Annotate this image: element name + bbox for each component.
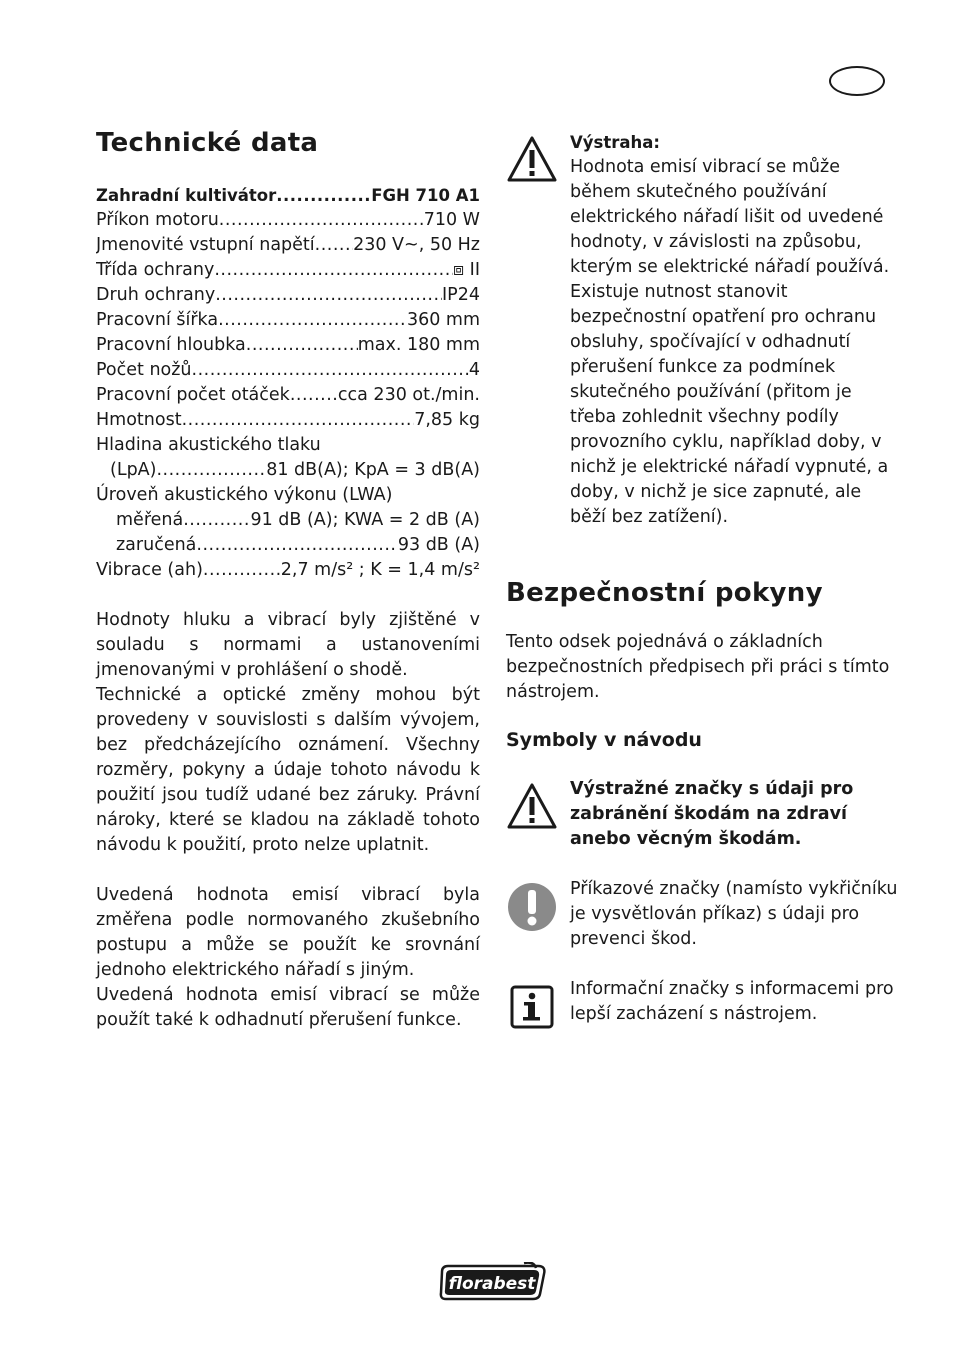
warning-text: Hodnota emisí vibrací se může během skutečného používání elektrického nářadí lišit od uvedené hodnoty, v závislosti na způsobu, kterým se elektrické nářadí používá. Existuje nutnost stanovit bezpečnostní opatření pro ochranu obsluhy, spočívající v odhadnutí přerušení funkce za podmínek skutečného používání (přitom je třeba zohlednit všechny podíly provozního cyklu, například doby, v nichž je elektrické nářadí vypnuté, a doby, v nichž je sice zapnuté, ale běží bez zatížení). xyxy=(570,157,890,527)
paragraph-vibration-1: Uvedená hodnota emisí vibrací byla změřena podle normovaného zkušebního postupu a může se použít ke srovnání jednoho elektrického nářadí s jiným. xyxy=(96,885,480,980)
spec-value: max. 180 mm xyxy=(357,335,480,355)
spec-value: 91 dB (A); KWA = 2 dB (A) xyxy=(250,510,480,530)
svg-text:florabest: florabest xyxy=(448,1274,536,1294)
spec-label: Vibrace (ah) xyxy=(96,560,203,580)
spec-row xyxy=(96,183,480,208)
spec-label: měřená xyxy=(116,510,184,530)
warning-triangle-icon xyxy=(506,781,558,831)
spec-value: 710 W xyxy=(423,210,480,230)
symbol-warning xyxy=(506,777,898,852)
spec-leader xyxy=(203,558,281,583)
safety-title: Bezpečnostní pokyny xyxy=(506,578,823,608)
spec-row xyxy=(96,458,480,483)
spec-leader xyxy=(290,383,338,408)
spec-label: Jmenovité vstupní napětí xyxy=(96,235,315,255)
spec-label: (LpA) xyxy=(110,460,157,480)
exclamation-circle-icon xyxy=(506,881,558,931)
spec-list xyxy=(96,183,480,583)
spec-value: 360 mm xyxy=(406,310,480,330)
spec-value: 93 dB (A) xyxy=(397,535,480,555)
spec-value: 230 V~, 50 Hz xyxy=(353,235,480,255)
spec-value: cca 230 ot./min. xyxy=(337,385,480,405)
spec-leader xyxy=(192,358,469,383)
spec-leader xyxy=(214,258,453,283)
spec-label: Pracovní počet otáček xyxy=(96,385,290,405)
symbol-warning-text: Výstražné značky s údaji pro zabránění škodám na zdraví anebo věcným škodám. xyxy=(570,779,854,849)
spec-label: Počet nožů xyxy=(96,360,192,380)
spec-row xyxy=(96,283,480,308)
spec-row xyxy=(96,258,480,283)
spec-row xyxy=(96,333,480,358)
spec-row xyxy=(96,433,480,458)
spec-value: 81 dB(A); KpA = 3 dB(A) xyxy=(266,460,480,480)
spec-row xyxy=(96,533,480,558)
spec-value: 2,7 m/s² ; K = 1,4 m/s² xyxy=(280,560,480,580)
symbols-subtitle: Symboly v návodu xyxy=(506,729,702,751)
spec-label: Příkon motoru xyxy=(96,210,219,230)
spec-value: 7,85 kg xyxy=(414,410,480,430)
safety-intro: Tento odsek pojednává o základních bezpečnostních předpisech při práci s tímto nástrojem. xyxy=(506,632,890,702)
symbol-info xyxy=(506,977,898,1027)
warning-triangle-icon xyxy=(506,134,558,184)
spec-value: 4 xyxy=(468,360,480,380)
warning-title: Výstraha: xyxy=(570,133,660,152)
spec-leader xyxy=(218,308,407,333)
spec-value: FGH 710 A1 xyxy=(371,186,480,205)
spec-row xyxy=(96,558,480,583)
spec-label: Úroveň akustického výkonu (LWA) xyxy=(96,485,393,505)
spec-leader xyxy=(156,458,266,483)
spec-row xyxy=(96,308,480,333)
symbol-info-text: Informační značky s informacemi pro lepší zacházení s nástrojem. xyxy=(570,979,894,1024)
paragraph-changes: Technické a optické změny mohou být provedeny v souvislosti s dalším vývojem, bez předcházejícího oznámení. Všechny rozměry, pokyny a údaje tohoto návodu k použití jsou tudíž udané bez záruky. Právní nároky, které se kladou na základě tohoto návodu k použití, proto nelze uplatnit. xyxy=(96,685,480,855)
spec-label: Hladina akustického tlaku xyxy=(96,435,321,455)
right-column xyxy=(506,130,898,1027)
spec-leader xyxy=(276,183,371,208)
spec-row xyxy=(96,408,480,433)
symbol-mandatory-text: Příkazové značky (namísto vykřičníku je vysvětlován příkaz) s údaji pro prevenci škod. xyxy=(570,879,898,949)
paragraph-noise: Hodnoty hluku a vibrací byly zjištěné v souladu s normami a ustanoveními jmenovanými v prohlášení o shodě. xyxy=(96,610,480,680)
spec-leader xyxy=(182,408,415,433)
symbol-mandatory xyxy=(506,877,898,952)
language-badge xyxy=(829,66,885,96)
spec-leader xyxy=(196,533,397,558)
paragraph-vibration-2: Uvedená hodnota emisí vibrací se může použít také k odhadnutí přerušení funkce. xyxy=(96,985,480,1030)
spec-leader xyxy=(183,508,250,533)
spec-leader xyxy=(246,333,358,358)
spec-label: Pracovní šířka xyxy=(96,310,219,330)
left-column xyxy=(96,126,480,1033)
spec-label: Pracovní hloubka xyxy=(96,335,246,355)
info-square-icon xyxy=(506,981,558,1031)
spec-leader xyxy=(215,283,442,308)
spec-row xyxy=(96,483,480,508)
spec-leader xyxy=(315,233,353,258)
spec-label: Druh ochrany xyxy=(96,285,216,305)
spec-label: zaručená xyxy=(116,535,197,555)
florabest-logo xyxy=(438,1262,548,1302)
spec-row xyxy=(96,208,480,233)
warning-block xyxy=(506,130,898,530)
spec-value: IP24 xyxy=(442,285,480,305)
spec-row xyxy=(96,383,480,408)
spec-row xyxy=(96,508,480,533)
spec-row xyxy=(96,233,480,258)
spec-label: Zahradní kultivátor xyxy=(96,186,277,205)
spec-label: Třída ochrany xyxy=(96,260,215,280)
spec-label: Hmotnost xyxy=(96,410,182,430)
spec-row xyxy=(96,358,480,383)
technical-data-title: Technické data xyxy=(96,128,319,158)
spec-value: ⧈ II xyxy=(452,260,480,280)
spec-leader xyxy=(219,208,424,233)
